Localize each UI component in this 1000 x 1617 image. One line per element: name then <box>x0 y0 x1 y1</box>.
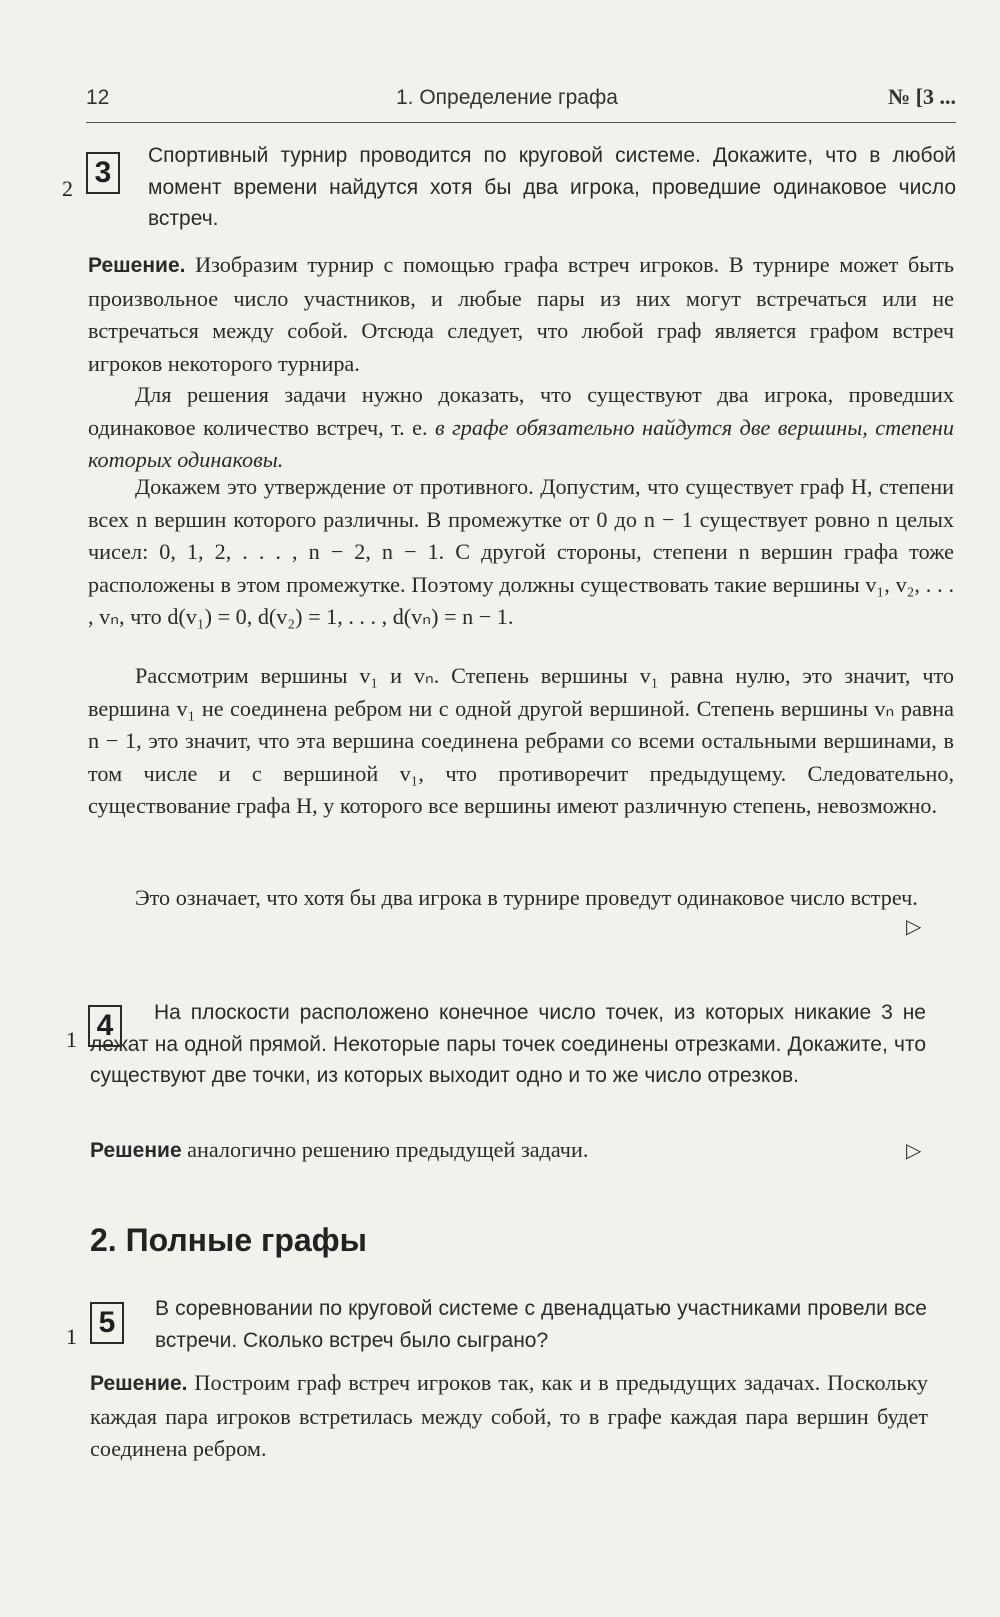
solution-paragraph <box>88 249 954 380</box>
solution-paragraph <box>90 1134 920 1168</box>
problem-number-box: 5 <box>90 1302 124 1344</box>
solution-paragraph: Докажем это утверждение от противного. Допустим, что существует граф H, степени всех n вершин которого различны. В промежутке от 0 до n − 1 существует ровно n целых чисел: 0, 1, 2, . . . , n − 2, n − 1. С другой стороны, степени n вершин графа тоже расположены в этом промежутке. Поэтому должны существовать такие вершины v₁, v₂, . . . , vₙ, что d(v₁) = 0, d(v₂) = 1, . . . , d(vₙ) = n − 1. <box>88 474 954 629</box>
difficulty-level: 1 <box>66 1027 77 1052</box>
difficulty-level: 1 <box>66 1324 77 1349</box>
end-of-solution-icon: ▷ <box>906 1140 922 1162</box>
problem-reference: № [3 ... <box>888 84 956 109</box>
problem-statement: В соревновании по круговой системе с двенадцатью участниками провели все встречи. Сколько встреч было сыграно? <box>155 1297 927 1352</box>
difficulty-level: 2 <box>62 176 73 201</box>
problem-statement: Спортивный турнир проводится по круговой системе. Докажите, что в любой момент времени найдутся хотя бы два игрока, проведшие одинаковое число встреч. <box>148 144 956 230</box>
solution-text: Изобразим турнир с помощью графа встреч игроков. В турнире может быть произвольное число участников, и любые пары из них могут встречаться или не встречаться между собой. Отсюда следует, что любой граф является графом встреч игроков некоторого турнира. <box>88 252 955 376</box>
end-of-solution-icon: ▷ <box>906 916 922 938</box>
problem-statement: На плоскости расположено конечное число точек, из которых никакие 3 не лежат на одной прямой. Некоторые пары точек соединены отрезками. Докажите, что существуют две точки, из которых выходит одно и то же число отрезков. <box>90 1001 926 1087</box>
solution-label: Решение <box>90 1139 182 1162</box>
solution-text: Для решения задачи нужно доказать, что существуют два игрока, проведших одинаковое количество встреч, т. е. <box>88 382 954 440</box>
section-heading: 2. Полные графы <box>90 1222 367 1258</box>
solution-paragraph: Это означает, что хотя бы два игрока в турнире проведут одинаковое число встреч. <box>135 885 918 910</box>
solution-text: аналогично решению предыдущей задачи. <box>187 1137 589 1162</box>
solution-text: Построим граф встреч игроков так, как и в предыдущих задачах. Поскольку каждая пара игроков встретилась между собой, то в графе каждая пара вершин будет соединена ребром. <box>90 1370 929 1461</box>
header-rule <box>86 122 956 123</box>
solution-label: Решение. <box>88 254 186 277</box>
solution-paragraph <box>88 379 954 477</box>
section-title: 1. Определение графа <box>396 86 618 109</box>
solution-paragraph: Рассмотрим вершины v₁ и vₙ. Степень вершины v₁ равна нулю, это значит, что вершина v₁ не соединена ребром ни с одной другой вершиной. Степень вершины vₙ равна n − 1, это значит, что эта вершина соединена ребрами со всеми остальными вершинами, в том числе и с вершиной v₁, что противоречит предыдущему. Следовательно, существование графа H, у которого все вершины имеют различную степень, невозможно. <box>88 663 954 818</box>
problem-number-box: 4 <box>88 1005 122 1047</box>
solution-emphasis: в графе обязательно найдутся две вершины, степени которых одинаковы. <box>88 414 955 472</box>
problem-number-box: 3 <box>86 152 120 194</box>
page-number: 12 <box>86 86 110 109</box>
running-header <box>86 86 956 120</box>
solution-label: Решение. <box>90 1372 188 1395</box>
solution-paragraph <box>90 1367 928 1466</box>
